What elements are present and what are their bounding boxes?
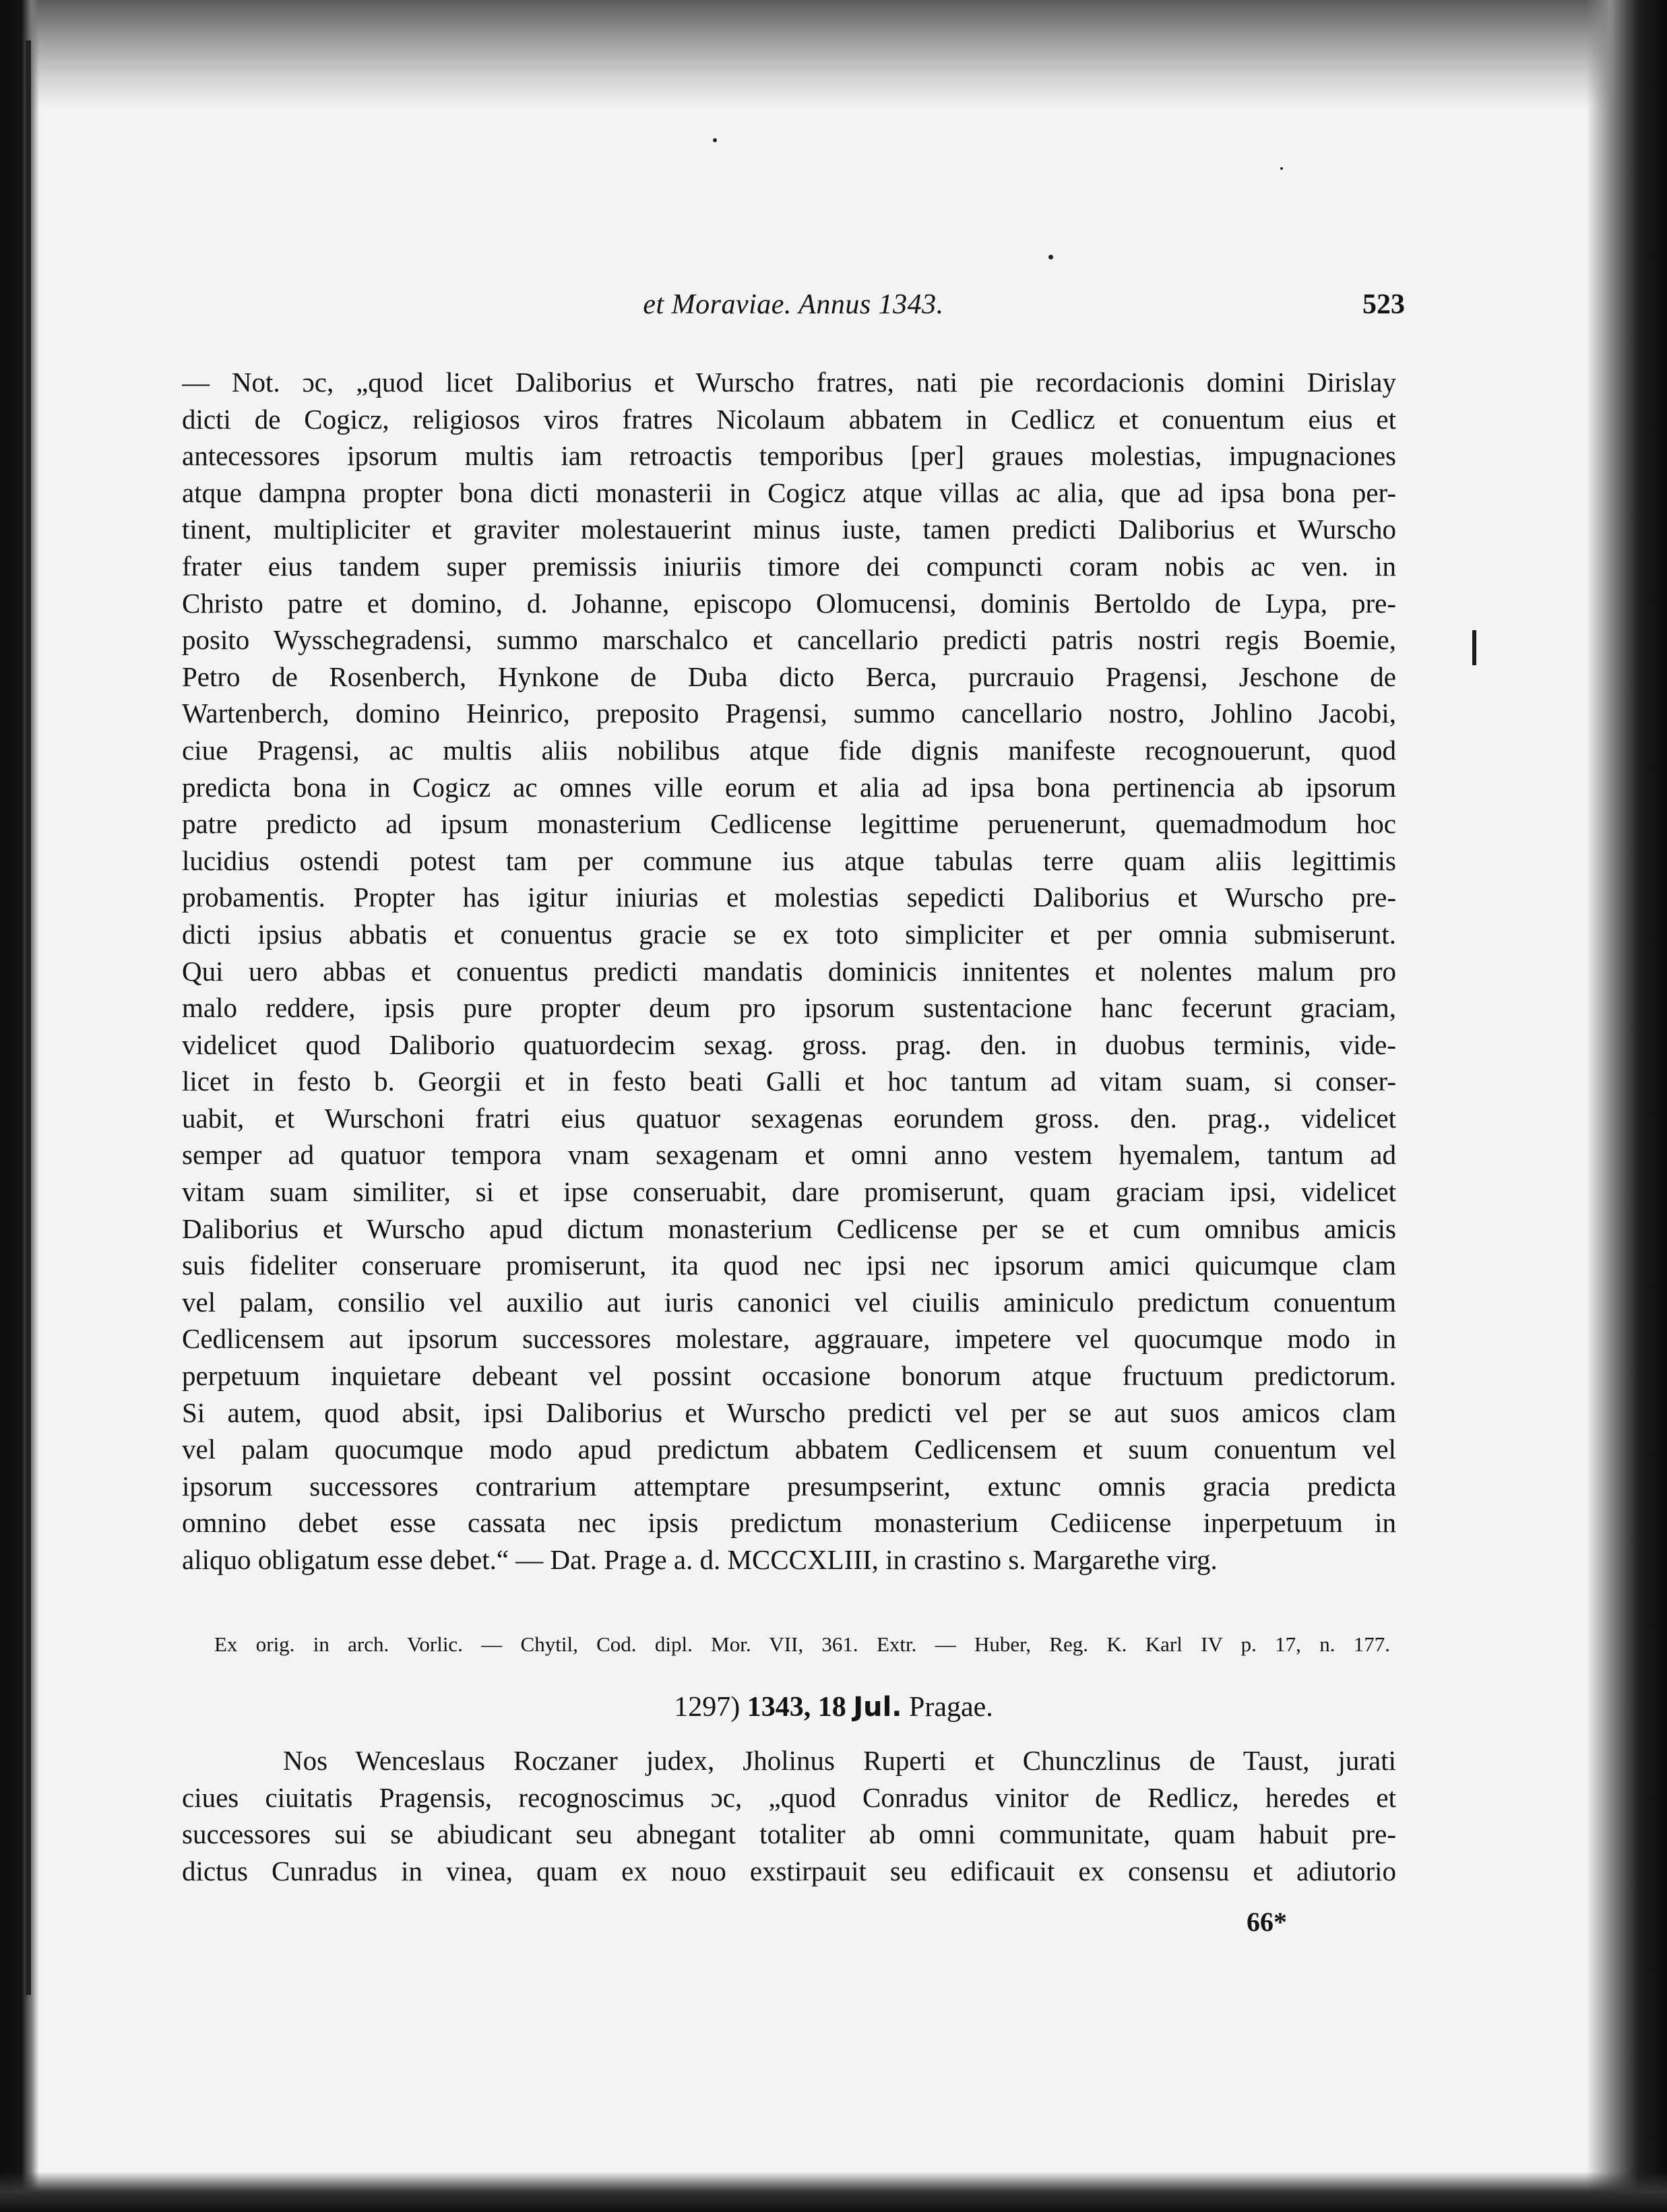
body-line: dictus Cunradus in vinea, quam ex nouo exstirpauit seu edificauit ex consensu et adiutorio <box>182 1855 1396 1886</box>
scan-edge-left <box>0 0 39 2212</box>
body-line: vel palam quocumque modo apud predictum abbatem Cedlicensem et suum conuentum vel <box>182 1434 1396 1465</box>
body-line: perpetuum inquietare debeant vel possint occasione bonorum atque fructuum predictorum. <box>182 1360 1396 1392</box>
page-number: 523 <box>1362 289 1405 320</box>
scan-edge-right <box>1586 0 1667 2212</box>
body-line: Christo patre et domino, d. Johanne, episcopo Olomucensi, dominis Bertoldo de Lypa, pre- <box>182 587 1396 619</box>
body-line: Nos Wenceslaus Roczaner judex, Jholinus Ruperti et Chunczlinus de Taust, jurati <box>283 1745 1396 1776</box>
document-month: Jul. <box>853 1692 902 1723</box>
document-body <box>182 364 1396 1578</box>
body-line: aliquo obligatum esse debet.“ — Dat. Prage a. d. MCCCXLIII, in crastino s. Margarethe virg. <box>182 1544 1218 1575</box>
body-line: patre predicto ad ipsum monasterium Cedlicense legittime peruenerunt, quemadmodum hoc <box>182 808 1396 840</box>
scan-shadow-top <box>0 0 1667 108</box>
body-line: lucidius ostendi potest tam per commune ius atque tabulas terre quam aliis legittimis <box>182 844 1396 876</box>
document-date: 1343, 18 <box>747 1692 846 1723</box>
body-line: predicta bona in Cogicz ac omnes ville eorum et alia ad ipsa bona pertinencia ab ipsorum <box>182 771 1396 803</box>
body-line: frater eius tandem super premissis iniuriis timore dei compuncti coram nobis ac ven. in <box>182 550 1396 582</box>
document-place: Pragae. <box>908 1692 993 1723</box>
scan-speck <box>1280 167 1283 170</box>
second-document-body <box>182 1742 1396 1889</box>
body-line: omnino debet esse cassata nec ipsis predictum monasterium Cediicense inperpetuum in <box>182 1507 1396 1539</box>
body-line: probamentis. Propter has igitur iniurias et molestias sepedicti Daliborius et Wurscho pre- <box>182 882 1396 913</box>
body-line: malo reddere, ipsis pure propter deum pro ipsorum sustentacione hanc fecerunt graciam, <box>182 992 1396 1024</box>
document-number: 1297) <box>674 1692 741 1723</box>
body-line: Si autem, quod absit, ipsi Daliborius et Wurscho predicti vel per se aut suos amicos clam <box>182 1396 1396 1428</box>
body-line: atque dampna propter bona dicti monasterii in Cogicz atque villas ac alia, que ad ipsa bona per- <box>182 477 1396 508</box>
signature-mark: 66* <box>1247 1907 1287 1937</box>
body-line: suis fideliter conseruare promiserunt, ita quod nec ipsi nec ipsorum amici quicumque clam <box>182 1250 1396 1281</box>
margin-mark <box>1472 630 1476 665</box>
running-head <box>182 288 1405 329</box>
body-line: Daliborius et Wurscho apud dictum monasterium Cedlicense per se et cum omnibus amicis <box>182 1212 1396 1244</box>
body-line: vel palam, consilio vel auxilio aut iuris canonici vel ciuilis aminiculo predictum conuentum <box>182 1286 1396 1318</box>
body-line: antecessores ipsorum multis iam retroactis temporibus [per] graues molestias, impugnaciones <box>182 440 1396 472</box>
body-line: dicti de Cogicz, religiosos viros fratres Nicolaum abbatem in Cedlicz et conuentum eius et <box>182 403 1396 435</box>
body-line: cіues ciuitatis Pragensis, recognoscimus ɔc, „quod Conradus vinitor de Redlicz, heredes et <box>182 1781 1396 1813</box>
scan-edge-bottom <box>0 2172 1667 2212</box>
scan-speck <box>713 138 717 142</box>
body-line: successores sui se abiudicant seu abnegant totaliter ab omni communitate, quam habuit pre- <box>182 1818 1396 1850</box>
scan-speck <box>1048 255 1053 259</box>
body-line: Qui uero abbas et conuentus predicti mandatis dominicis innitentes et nolentes malum pro <box>182 955 1396 987</box>
body-line: licet in festo b. Georgii et in festo beati Galli et hoc tantum ad vitam suam, si conser- <box>182 1066 1396 1097</box>
body-line: uabit, et Wurschoni fratri eius quatuor sexagenas eorundem gross. den. prag., videlicet <box>182 1102 1396 1134</box>
running-title: et Moraviae. Annus 1343. <box>643 289 944 320</box>
body-line: videlicet quod Daliborio quatuordecim sexag. gross. prag. den. in duobus terminis, vide- <box>182 1028 1396 1060</box>
body-line: ipsorum successores contrarium attemptare presumpserint, extunc omnis gracia predicta <box>182 1470 1396 1502</box>
body-line: Wartenberch, domino Heinrico, preposito Pragensi, summo cancellario nostro, Johlino Jacobi, <box>182 698 1396 729</box>
source-note: Ex orig. in arch. Vorlic. — Chytil, Cod. dipl. Mor. VII, 361. Extr. — Huber, Reg. K. Karl IV p. 17, n. 177. <box>214 1632 1390 1656</box>
body-line: vitam suam similiter, si et ipse conseruabit, dare promiserunt, quam graciam ipsi, videlicet <box>182 1176 1396 1208</box>
body-line: Petro de Rosenberch, Hynkone de Duba dicto Berca, purcrauio Pragensi, Jeschone de <box>182 660 1396 692</box>
body-line: dicti ipsius abbatis et conuentus gracie se ex toto simpliciter et per omnia submiserunt. <box>182 918 1396 950</box>
body-line: posito Wysschegradensi, summo marschalco et cancellario predicti patris nostri regis Boemie, <box>182 624 1396 656</box>
body-line: semper ad quatuor tempora vnam sexagenam et omni anno vestem hyemalem, tantum ad <box>182 1139 1396 1171</box>
body-line: tinent, multipliciter et graviter molestauerint minus iuste, tamen predicti Daliborius et Wurscho <box>182 514 1396 545</box>
body-line: ciue Pragensi, ac multis aliis nobilibus atque fide dignis manifeste recognouerunt, quod <box>182 734 1396 766</box>
body-line: Cedlicensem aut ipsorum successores molestare, aggrauare, impetere vel quocumque modo in <box>182 1323 1396 1355</box>
document-heading <box>0 1688 1667 1726</box>
body-line: — Not. ɔc, „quod licet Daliborius et Wurscho fratres, nati pie recordacionis domini Dirislay <box>182 367 1396 398</box>
